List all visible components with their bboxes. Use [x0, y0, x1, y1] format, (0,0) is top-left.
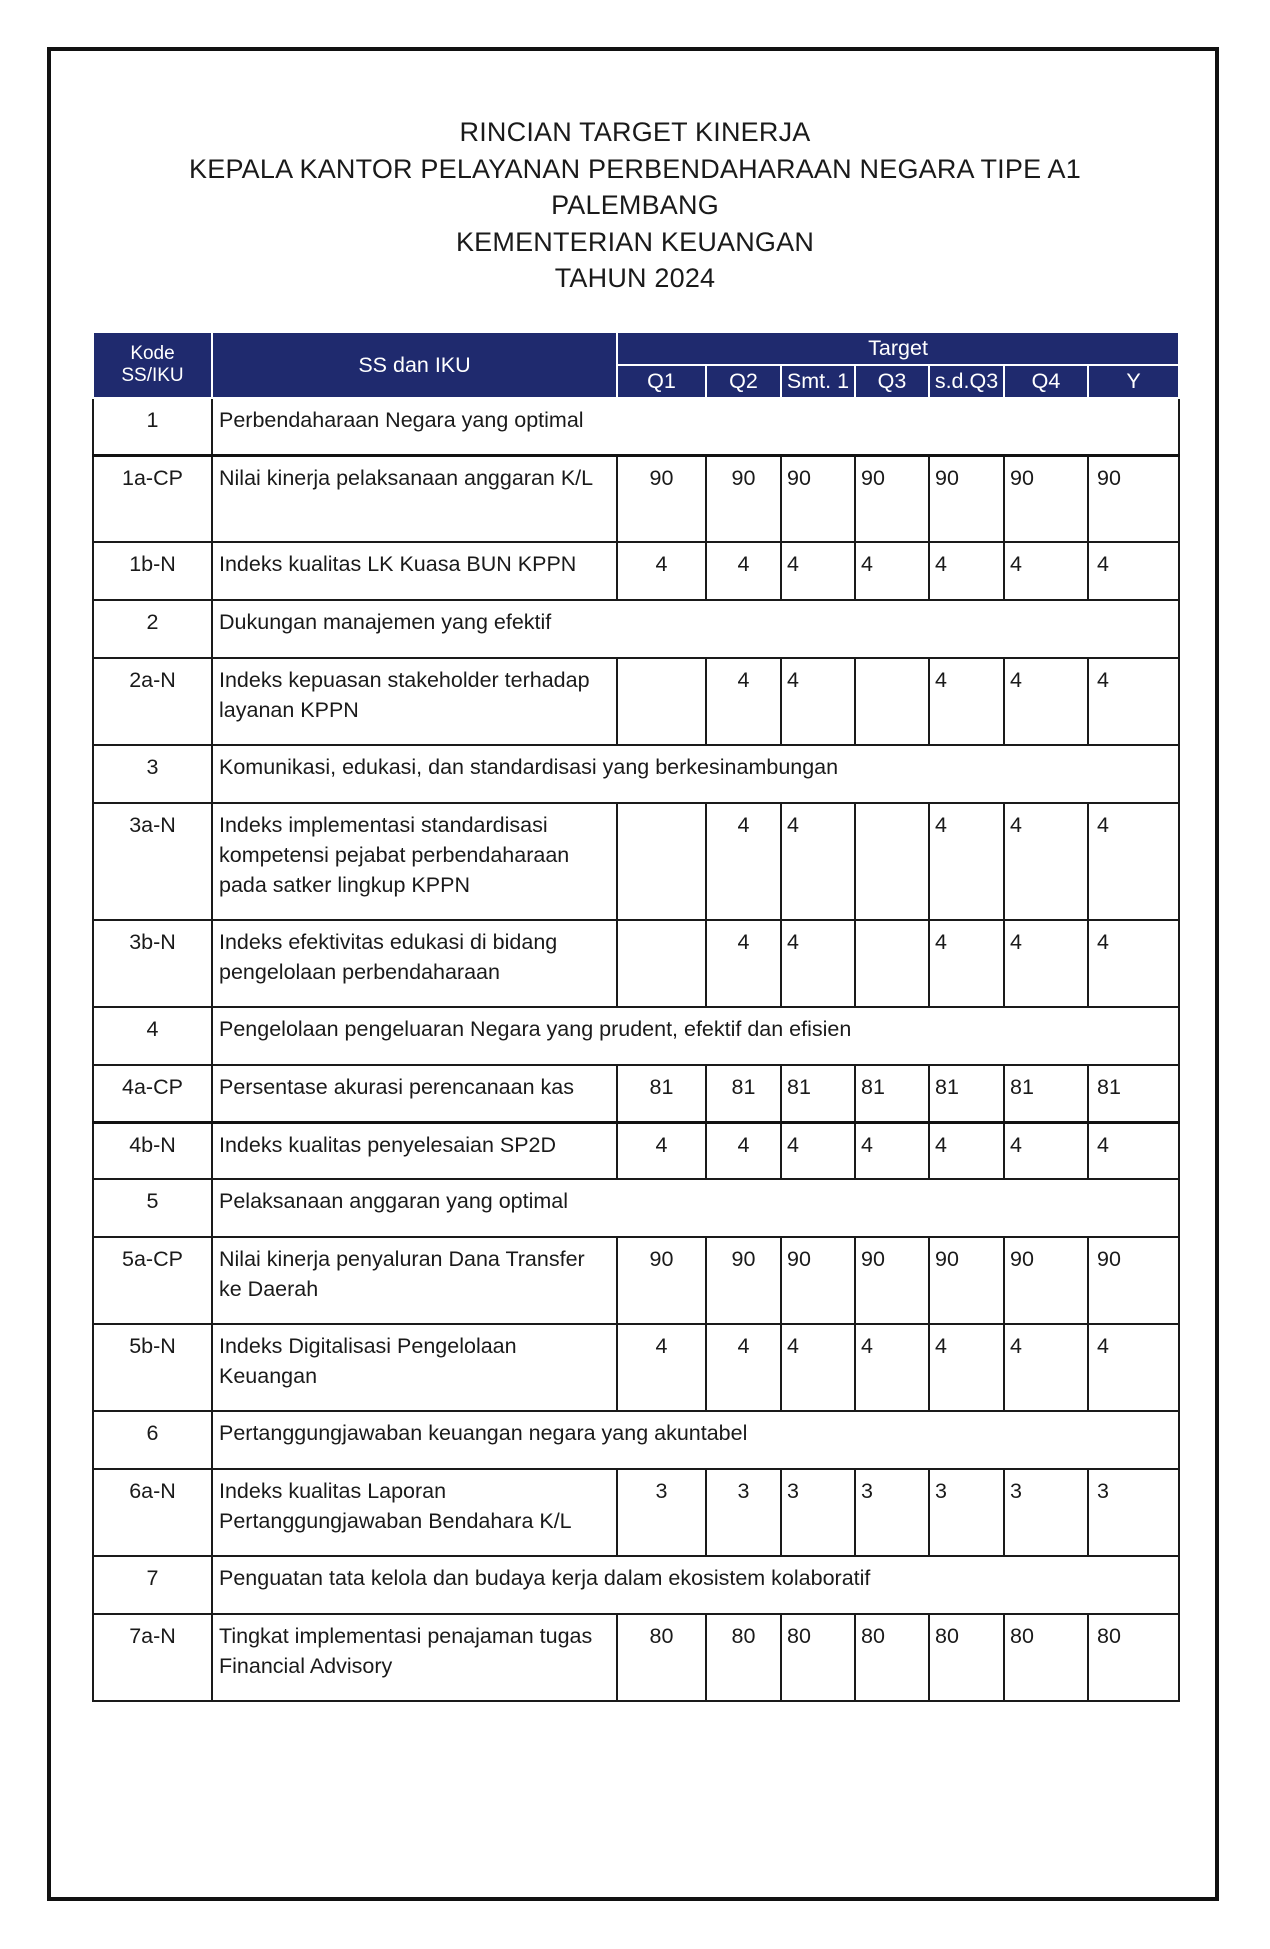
- target-table: [92, 331, 1180, 1702]
- table-row-iku: [93, 803, 1179, 920]
- cell-smt1: 4: [781, 1122, 855, 1179]
- cell-y: 80: [1088, 1614, 1179, 1701]
- cell-kode: 1b-N: [93, 542, 212, 600]
- header-sdq3: s.d.Q3: [929, 365, 1004, 398]
- cell-kode: 5a-CP: [93, 1237, 212, 1324]
- header-ss-iku: SS dan IKU: [212, 332, 617, 398]
- header-kode: [93, 332, 212, 398]
- cell-sdq3: 90: [929, 455, 1004, 542]
- cell-q2: 90: [706, 455, 781, 542]
- cell-q1: 90: [617, 1237, 706, 1324]
- cell-q3: 3: [855, 1469, 929, 1556]
- table-row-iku: [93, 920, 1179, 1007]
- table-row-iku: [93, 542, 1179, 600]
- cell-sdq3: 4: [929, 1324, 1004, 1411]
- cell-ss-desc: Pelaksanaan anggaran yang optimal: [212, 1179, 1179, 1237]
- cell-q4: 4: [1004, 658, 1088, 745]
- cell-y: 4: [1088, 1122, 1179, 1179]
- header-kode-line2: SS/IKU: [121, 365, 184, 386]
- cell-q2: 4: [706, 1324, 781, 1411]
- title-line-2: KEPALA KANTOR PELAYANAN PERBENDAHARAAN NEGARA TIPE A1: [189, 153, 1081, 184]
- table-row-ss: [93, 600, 1179, 658]
- table-row-ss: [93, 1179, 1179, 1237]
- header-smt1: Smt. 1: [781, 365, 855, 398]
- cell-q2: 81: [706, 1065, 781, 1122]
- cell-q1: 90: [617, 455, 706, 542]
- cell-smt1: 81: [781, 1065, 855, 1122]
- title-line-5: TAHUN 2024: [554, 263, 716, 293]
- cell-q1: 4: [617, 1324, 706, 1411]
- cell-q4: 4: [1004, 1122, 1088, 1179]
- cell-q3: 80: [855, 1614, 929, 1701]
- cell-q4: 4: [1004, 1324, 1088, 1411]
- document-title: [0, 114, 1270, 297]
- cell-q1: 4: [617, 1122, 706, 1179]
- cell-q4: 4: [1004, 542, 1088, 600]
- cell-ss-desc: Pengelolaan pengeluaran Negara yang prudent, efektif dan efisien: [212, 1007, 1179, 1065]
- cell-q3: 90: [855, 1237, 929, 1324]
- cell-q4: 4: [1004, 920, 1088, 1007]
- cell-q2: 4: [706, 803, 781, 920]
- cell-y: 81: [1088, 1065, 1179, 1122]
- table-row-iku: [93, 658, 1179, 745]
- cell-ss-desc: Komunikasi, edukasi, dan standardisasi yang berkesinambungan: [212, 745, 1179, 803]
- cell-q1: [617, 803, 706, 920]
- cell-smt1: 90: [781, 1237, 855, 1324]
- cell-q2: 4: [706, 1122, 781, 1179]
- cell-q4: 81: [1004, 1065, 1088, 1122]
- cell-ss-desc: Perbendaharaan Negara yang optimal: [212, 398, 1179, 455]
- cell-q3: 4: [855, 542, 929, 600]
- cell-kode: 7a-N: [93, 1614, 212, 1701]
- cell-q1: [617, 658, 706, 745]
- cell-kode: 4: [93, 1007, 212, 1065]
- cell-q1: 4: [617, 542, 706, 600]
- cell-iku-desc: Tingkat implementasi penajaman tugas Financial Advisory: [212, 1614, 617, 1701]
- cell-q4: 80: [1004, 1614, 1088, 1701]
- cell-q2: 80: [706, 1614, 781, 1701]
- cell-kode: 4a-CP: [93, 1065, 212, 1122]
- cell-q2: 4: [706, 920, 781, 1007]
- table-row-ss: [93, 745, 1179, 803]
- cell-ss-desc: Dukungan manajemen yang efektif: [212, 600, 1179, 658]
- cell-sdq3: 80: [929, 1614, 1004, 1701]
- cell-kode: 3a-N: [93, 803, 212, 920]
- cell-kode: 6a-N: [93, 1469, 212, 1556]
- cell-iku-desc: Indeks Digitalisasi Pengelolaan Keuangan: [212, 1324, 617, 1411]
- cell-y: 4: [1088, 1324, 1179, 1411]
- cell-q1: [617, 920, 706, 1007]
- cell-q3: [855, 920, 929, 1007]
- cell-q4: 90: [1004, 455, 1088, 542]
- cell-sdq3: 4: [929, 1122, 1004, 1179]
- table-row-ss: [93, 1556, 1179, 1614]
- table-row-ss: [93, 398, 1179, 455]
- cell-kode: 5b-N: [93, 1324, 212, 1411]
- cell-smt1: 3: [781, 1469, 855, 1556]
- cell-q3: [855, 803, 929, 920]
- cell-iku-desc: Indeks kualitas LK Kuasa BUN KPPN: [212, 542, 617, 600]
- cell-kode: 2a-N: [93, 658, 212, 745]
- cell-smt1: 80: [781, 1614, 855, 1701]
- header-q4: Q4: [1004, 365, 1088, 398]
- header-q2: Q2: [706, 365, 781, 398]
- table-row-iku: [93, 455, 1179, 542]
- title-line-4: KEMENTERIAN KEUANGAN: [455, 226, 815, 257]
- cell-q1: 81: [617, 1065, 706, 1122]
- table-header: [93, 332, 1179, 398]
- cell-q2: 90: [706, 1237, 781, 1324]
- cell-iku-desc: Persentase akurasi perencanaan kas: [212, 1065, 617, 1122]
- cell-smt1: 4: [781, 803, 855, 920]
- cell-iku-desc: Indeks kualitas Laporan Pertanggungjawaban Bendahara K/L: [212, 1469, 617, 1556]
- cell-q3: 4: [855, 1324, 929, 1411]
- cell-q2: 4: [706, 542, 781, 600]
- cell-q3: 81: [855, 1065, 929, 1122]
- cell-sdq3: 4: [929, 658, 1004, 745]
- cell-iku-desc: Indeks implementasi standardisasi kompetensi pejabat perbendaharaan pada satker lingkup KPPN: [212, 803, 617, 920]
- cell-q4: 4: [1004, 803, 1088, 920]
- table-row-iku: [93, 1065, 1179, 1122]
- cell-q1: 3: [617, 1469, 706, 1556]
- table-row-ss: [93, 1411, 1179, 1469]
- table-row-iku: [93, 1469, 1179, 1556]
- cell-sdq3: 81: [929, 1065, 1004, 1122]
- cell-q2: 3: [706, 1469, 781, 1556]
- cell-y: 90: [1088, 1237, 1179, 1324]
- header-y: Y: [1088, 365, 1179, 398]
- cell-sdq3: 3: [929, 1469, 1004, 1556]
- cell-q4: 3: [1004, 1469, 1088, 1556]
- header-target: Target: [617, 332, 1179, 365]
- header-q3: Q3: [855, 365, 929, 398]
- table-row-iku: [93, 1614, 1179, 1701]
- cell-kode: 2: [93, 600, 212, 658]
- cell-q1: 80: [617, 1614, 706, 1701]
- cell-iku-desc: Nilai kinerja pelaksanaan anggaran K/L: [212, 455, 617, 542]
- cell-iku-desc: Nilai kinerja penyaluran Dana Transfer ke Daerah: [212, 1237, 617, 1324]
- cell-smt1: 4: [781, 542, 855, 600]
- cell-kode: 6: [93, 1411, 212, 1469]
- cell-q3: [855, 658, 929, 745]
- cell-ss-desc: Penguatan tata kelola dan budaya kerja dalam ekosistem kolaboratif: [212, 1556, 1179, 1614]
- cell-sdq3: 4: [929, 803, 1004, 920]
- table-body: [93, 398, 1179, 1701]
- title-line-3: PALEMBANG: [551, 190, 719, 220]
- cell-sdq3: 90: [929, 1237, 1004, 1324]
- cell-smt1: 4: [781, 658, 855, 745]
- cell-smt1: 4: [781, 1324, 855, 1411]
- cell-ss-desc: Pertanggungjawaban keuangan negara yang akuntabel: [212, 1411, 1179, 1469]
- table-row-iku: [93, 1122, 1179, 1179]
- table-row-iku: [93, 1237, 1179, 1324]
- cell-kode: 1a-CP: [93, 455, 212, 542]
- cell-q3: 90: [855, 455, 929, 542]
- title-line-1: RINCIAN TARGET KINERJA: [459, 117, 811, 147]
- cell-kode: 7: [93, 1556, 212, 1614]
- cell-kode: 3b-N: [93, 920, 212, 1007]
- cell-q3: 4: [855, 1122, 929, 1179]
- table-row-ss: [93, 1007, 1179, 1065]
- cell-kode: 5: [93, 1179, 212, 1237]
- cell-y: 4: [1088, 542, 1179, 600]
- cell-kode: 4b-N: [93, 1122, 212, 1179]
- cell-smt1: 90: [781, 455, 855, 542]
- cell-iku-desc: Indeks kepuasan stakeholder terhadap layanan KPPN: [212, 658, 617, 745]
- cell-y: 4: [1088, 803, 1179, 920]
- cell-smt1: 4: [781, 920, 855, 1007]
- header-kode-line1: Kode: [130, 343, 175, 364]
- table-row-iku: [93, 1324, 1179, 1411]
- cell-iku-desc: Indeks efektivitas edukasi di bidang pengelolaan perbendaharaan: [212, 920, 617, 1007]
- cell-y: 90: [1088, 455, 1179, 542]
- cell-kode: 1: [93, 398, 212, 455]
- cell-sdq3: 4: [929, 920, 1004, 1007]
- cell-kode: 3: [93, 745, 212, 803]
- cell-y: 4: [1088, 658, 1179, 745]
- cell-q4: 90: [1004, 1237, 1088, 1324]
- cell-q2: 4: [706, 658, 781, 745]
- cell-iku-desc: Indeks kualitas penyelesaian SP2D: [212, 1122, 617, 1179]
- cell-y: 4: [1088, 920, 1179, 1007]
- header-q1: Q1: [617, 365, 706, 398]
- cell-y: 3: [1088, 1469, 1179, 1556]
- cell-sdq3: 4: [929, 542, 1004, 600]
